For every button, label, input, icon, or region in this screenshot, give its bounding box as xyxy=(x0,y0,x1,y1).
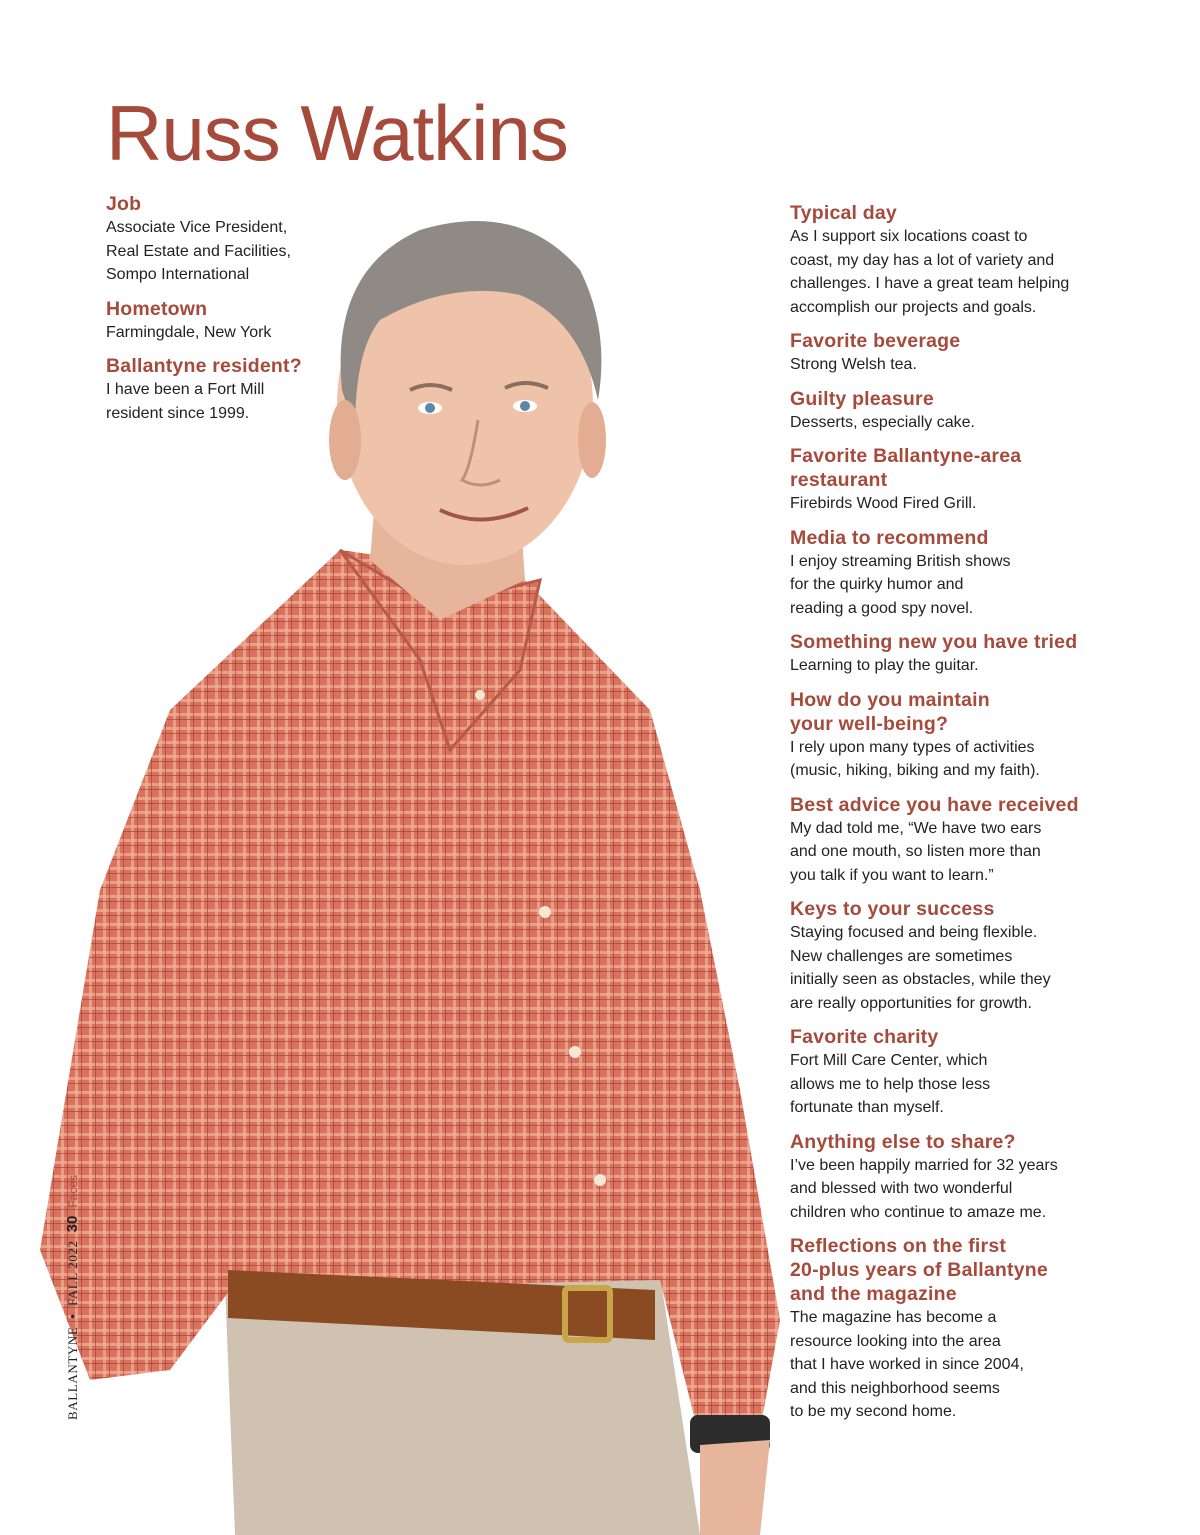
qa-well-being xyxy=(790,688,1120,783)
question-heading: Media to recommend xyxy=(790,526,989,549)
answer-text: Desserts, especially cake. xyxy=(790,413,975,431)
question-heading: Favorite charity xyxy=(790,1026,939,1048)
qa-favorite-charity xyxy=(790,1025,1120,1120)
answer-text: Farmingdale, New York xyxy=(106,323,272,341)
answer-text: The magazine has become a resource looking into the area that I have worked in since 2004, and this neighborhood seems to be my second home. xyxy=(790,1309,1024,1420)
qa-job xyxy=(106,192,346,287)
question-heading: Anything else to share? xyxy=(790,1130,1016,1153)
question-heading: Best advice you have received xyxy=(790,793,1079,816)
qa-something-new xyxy=(790,630,1120,678)
qa-favorite-beverage xyxy=(790,329,1120,377)
folio-page-number: 30 xyxy=(64,1215,81,1233)
qa-guilty-pleasure xyxy=(790,387,1120,435)
question-heading: Reflections on the first 20-plus years of Ballantyne and the magazine xyxy=(790,1235,1048,1305)
right-column xyxy=(790,201,1120,1434)
answer-text: I enjoy streaming British shows for the quirky humor and reading a good spy novel. xyxy=(790,552,1011,617)
qa-reflections xyxy=(790,1234,1120,1424)
question-heading: Favorite beverage xyxy=(790,330,961,352)
question-heading: Typical day xyxy=(790,202,897,224)
left-column xyxy=(106,192,346,435)
question-heading: Ballantyne resident? xyxy=(106,355,302,377)
question-heading: Job xyxy=(106,193,142,215)
answer-text: Learning to play the guitar. xyxy=(790,657,979,674)
qa-anything-else xyxy=(790,1130,1120,1225)
answer-text: Strong Welsh tea. xyxy=(790,356,917,373)
answer-text: My dad told me, “We have two ears and one mouth, so listen more than you talk if you want to learn.” xyxy=(790,819,1042,884)
qa-ballantyne-resident xyxy=(106,354,346,425)
question-heading: Hometown xyxy=(106,297,208,320)
folio-issue: FALL 2022 xyxy=(64,1240,80,1307)
qa-typical-day xyxy=(790,201,1120,319)
question-heading: Favorite Ballantyne-area restaurant xyxy=(790,445,1022,491)
question-heading: Something new you have tried xyxy=(790,631,1078,653)
answer-text: I rely upon many types of activities (music, hiking, biking and my faith). xyxy=(790,738,1040,779)
question-heading: Guilty pleasure xyxy=(790,387,934,410)
qa-best-advice xyxy=(790,793,1120,888)
question-heading: How do you maintain your well-being? xyxy=(790,688,990,735)
qa-favorite-restaurant xyxy=(790,444,1120,516)
answer-text: I have been a Fort Mill resident since 1999. xyxy=(106,381,265,422)
folio-section: Faces xyxy=(65,1174,80,1208)
answer-text: Associate Vice President, Real Estate and Facilities, Sompo International xyxy=(106,219,291,283)
profile-name: Russ Watkins xyxy=(106,89,568,177)
qa-media-recommend xyxy=(790,526,1120,621)
answer-text: As I support six locations coast to coast, my day has a lot of variety and challenges. I have a great team helping accomplish our projects and goals. xyxy=(790,228,1070,316)
answer-text: Fort Mill Care Center, which allows me to help those less fortunate than myself. xyxy=(790,1052,991,1116)
answer-text: I’ve been happily married for 32 years and blessed with two wonderful children who continue to amaze me. xyxy=(790,1156,1058,1221)
qa-keys-success xyxy=(790,897,1120,1015)
folio-separator: • xyxy=(65,1314,80,1319)
question-heading: Keys to your success xyxy=(790,898,995,920)
answer-text: Firebirds Wood Fired Grill. xyxy=(790,495,977,512)
page-folio xyxy=(14,1150,104,1420)
answer-text: Staying focused and being flexible. New challenges are sometimes initially seen as obstacles, while they are really opportunities for growth. xyxy=(790,924,1051,1012)
folio-magazine: BALLANTYNE xyxy=(64,1326,80,1420)
qa-hometown xyxy=(106,297,346,345)
